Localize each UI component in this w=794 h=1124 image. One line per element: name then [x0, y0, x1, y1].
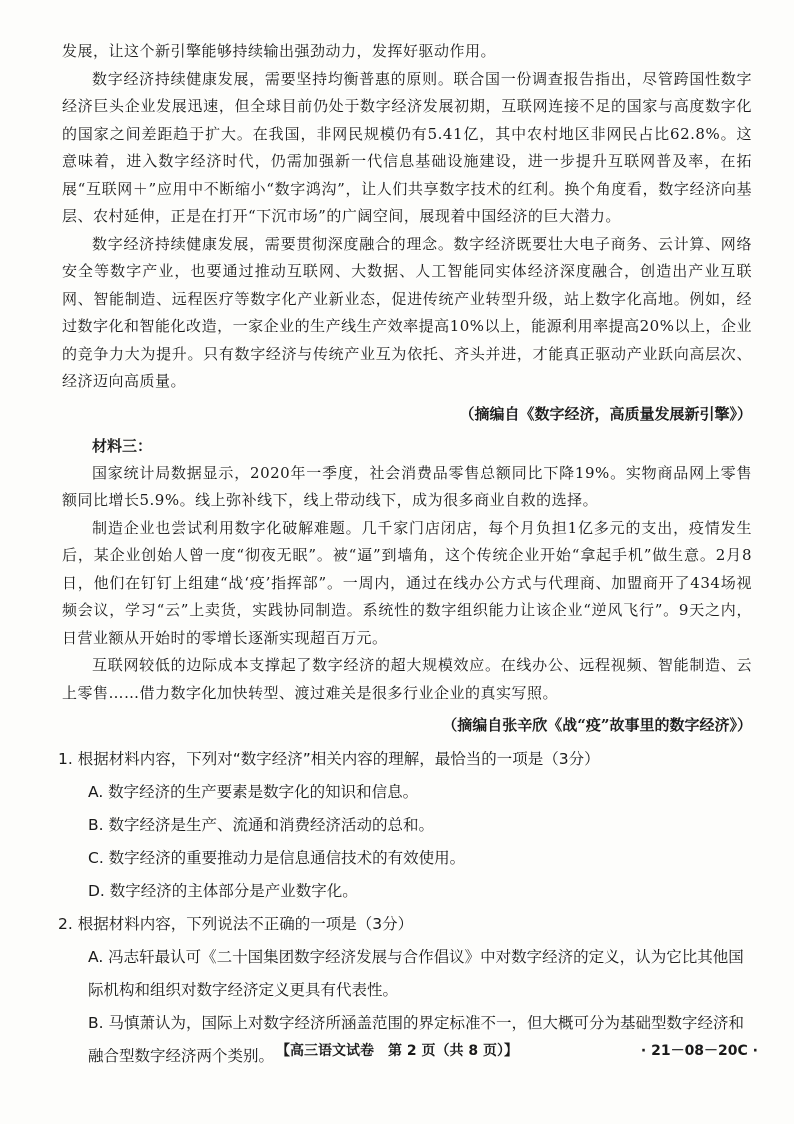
material3-paragraph-manufacturing: 制造企业也尝试利用数字化破解难题。几千家门店闭店，每个月负担1亿多元的支出，疫情发生后，某企业创始人曾一度“彻夜无眠”。被“逼”到墙角，这个传统企业开始“拿起手机”做生意。2月8日，他们在钉钉上组建“战‘疫’指挥部”。一周内，通过在线办公方式与代理商、加盟商开了434场视频会议，学习“云”上卖货，实践协同制造。系统性的数字组织能力让该企业“逆风飞行”。9天之内，日营业额从开始时的零增长逐渐实现超百万元。 — [62, 518, 752, 647]
material3-heading: 材料三： — [92, 436, 153, 455]
exam-page — [58, 38, 752, 1073]
question-2-option-a: A. 冯志轩最认可《二十国集团数字经济发展与合作倡议》中对数字经济的定义，认为它比其他国际机构和组织对数字经济定义更具有代表性。 — [88, 948, 744, 999]
footer-title: 【高三语文试卷 第 2 页（共 8 页）】 — [276, 1043, 518, 1059]
question-1-option-b: B. 数字经济是生产、流通和消费经济活动的总和。 — [88, 816, 434, 834]
question-1-option-c: C. 数字经济的重要推动力是信息通信技术的有效使用。 — [88, 849, 466, 867]
question-1 — [58, 743, 752, 908]
question-1-option-d: D. 数字经济的主体部分是产业数字化。 — [88, 882, 358, 900]
material2-paragraph-integration: 数字经济持续健康发展，需要贯彻深度融合的理念。数字经济既要壮大电子商务、云计算、网络安全等数字产业，也要通过推动互联网、大数据、人工智能同实体经济深度融合，创造出产业互联网、智能制造、远程医疗等数字化产业新业态，促进传统产业转型升级，站上数字化高地。例如，经过数字化和智能化改造，一家企业的生产线生产效率提高10%以上，能源利用率提高20%以上，企业的竞争力大为提升。只有数字经济与传统产业互为依托、齐头并进，才能真正驱动产业跃向高层次、经济迈向高质量。 — [62, 234, 752, 390]
question-2-option-b: B. 马慎萧认为，国际上对数字经济所涵盖范围的界定标准不一，但大概可分为基础型数字经济和融合型数字经济两个类别。 — [88, 1014, 744, 1065]
material3-paragraph-internet: 互联网较低的边际成本支撑起了数字经济的超大规模效应。在线办公、远程视频、智能制造、云上零售……借力数字化加快转型、渡过难关是很多行业企业的真实写照。 — [62, 656, 752, 702]
material2-paragraph-balance: 数字经济持续健康发展，需要坚持均衡普惠的原则。联合国一份调查报告指出，尽管跨国性数字经济巨头企业发展迅速，但全球目前仍处于数字经济发展初期，互联网连接不足的国家与高度数字化的国家之间差距趋于扩大。在我国，非网民规模仍有5.41亿，其中农村地区非网民占比62.8%。这意味着，进入数字经济时代，仍需加强新一代信息基础设施建设，进一步提升互联网普及率，在拓展“互联网＋”应用中不断缩小“数字鸿沟”，让人们共享数字技术的红利。换个角度看，数字经济向基层、农村延伸，正是在打开“下沉市场”的广阔空间，展现着中国经济的巨大潜力。 — [62, 69, 752, 225]
question-1-option-a: A. 数字经济的生产要素是数字化的知识和信息。 — [88, 783, 419, 801]
question-1-stem: 1. 根据材料内容，下列对“数字经济”相关内容的理解，最恰当的一项是（3分） — [58, 750, 600, 768]
material2-source: （摘编自《数字经济，高质量发展新引擎》） — [459, 404, 752, 423]
footer-code: · 21－08－20C · — [640, 1043, 758, 1059]
material2-paragraph-continuation: 发展，让这个新引擎能够持续输出强劲动力，发挥好驱动作用。 — [62, 42, 497, 60]
material3-paragraph-statistics: 国家统计局数据显示，2020年一季度，社会消费品零售总额同比下降19%。实物商品网上零售额同比增长5.9%。线上弥补线下，线上带动线下，成为很多商业自救的选择。 — [62, 463, 752, 509]
question-2-stem: 2. 根据材料内容，下列说法不正确的一项是（3分） — [58, 915, 414, 933]
material3-source: （摘编自张辛欣《战“疫”故事里的数字经济》） — [442, 716, 752, 734]
